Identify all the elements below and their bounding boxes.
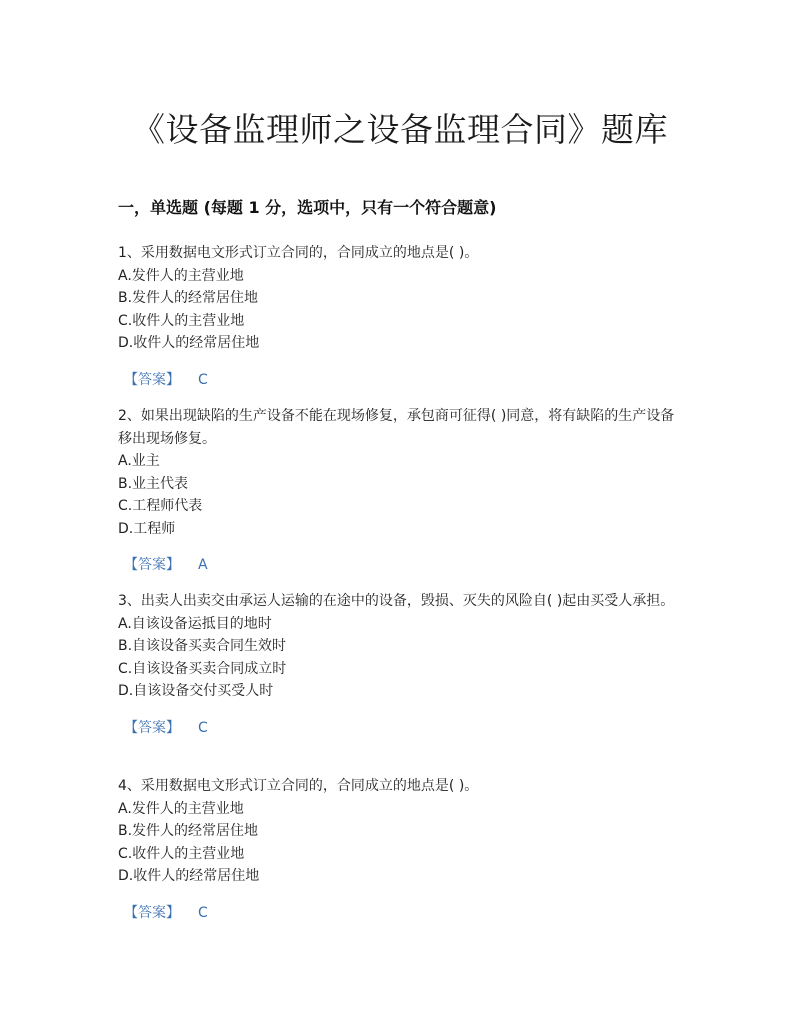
question-stem: 4、采用数据电文形式订立合同的，合同成立的地点是( )。	[118, 778, 479, 794]
question-4	[118, 775, 684, 924]
option-b: B.业主代表	[118, 475, 189, 492]
answer-label: 【答案】	[124, 719, 180, 736]
document-title: 《设备监理师之设备监理合同》题库	[132, 110, 668, 149]
question-2	[118, 405, 684, 576]
answer-line	[118, 717, 684, 739]
option-d: D.收件人的经常居住地	[118, 335, 260, 351]
question-stem: 1、采用数据电文形式订立合同的，合同成立的地点是( )。	[118, 245, 479, 261]
option-d: D.工程师	[118, 520, 176, 537]
option-b: B.自该设备买卖合同生效时	[118, 638, 287, 654]
answer-line	[118, 554, 684, 576]
option-c: C.收件人的主营业地	[118, 845, 245, 862]
answer-value: C	[198, 719, 208, 736]
answer-line	[118, 369, 684, 391]
option-b: B.发件人的经常居住地	[118, 290, 259, 306]
option-a: A.发件人的主营业地	[118, 800, 244, 817]
answer-label: 【答案】	[124, 557, 180, 573]
question-3	[118, 590, 684, 739]
question-stem: 3、出卖人出卖交由承运人运输的在途中的设备，毁损、灭失的风险自( )起由买受人承担。	[118, 593, 675, 609]
answer-label: 【答案】	[124, 904, 180, 921]
section-heading: 一，单选题 (每题 1 分，选项中，只有一个符合题意)	[118, 198, 497, 217]
answer-line	[118, 902, 684, 924]
question-1	[118, 242, 684, 391]
option-c: C.自该设备买卖合同成立时	[118, 660, 287, 677]
answer-value: A	[198, 557, 208, 573]
option-a: A.自该设备运抵目的地时	[118, 615, 272, 632]
option-c: C.收件人的主营业地	[118, 312, 245, 329]
option-d: D.自该设备交付买受人时	[118, 683, 274, 699]
option-a: A.发件人的主营业地	[118, 267, 244, 284]
option-d: D.收件人的经常居住地	[118, 868, 260, 884]
option-b: B.发件人的经常居住地	[118, 823, 259, 839]
option-c: C.工程师代表	[118, 498, 203, 514]
question-stem: 2、如果出现缺陷的生产设备不能在现场修复，承包商可征得( )同意，将有缺陷的生产设备移出现场修复。	[118, 408, 675, 447]
option-a: A.业主	[118, 453, 160, 469]
answer-label: 【答案】	[124, 371, 180, 388]
answer-value: C	[198, 371, 208, 388]
answer-value: C	[198, 904, 208, 921]
